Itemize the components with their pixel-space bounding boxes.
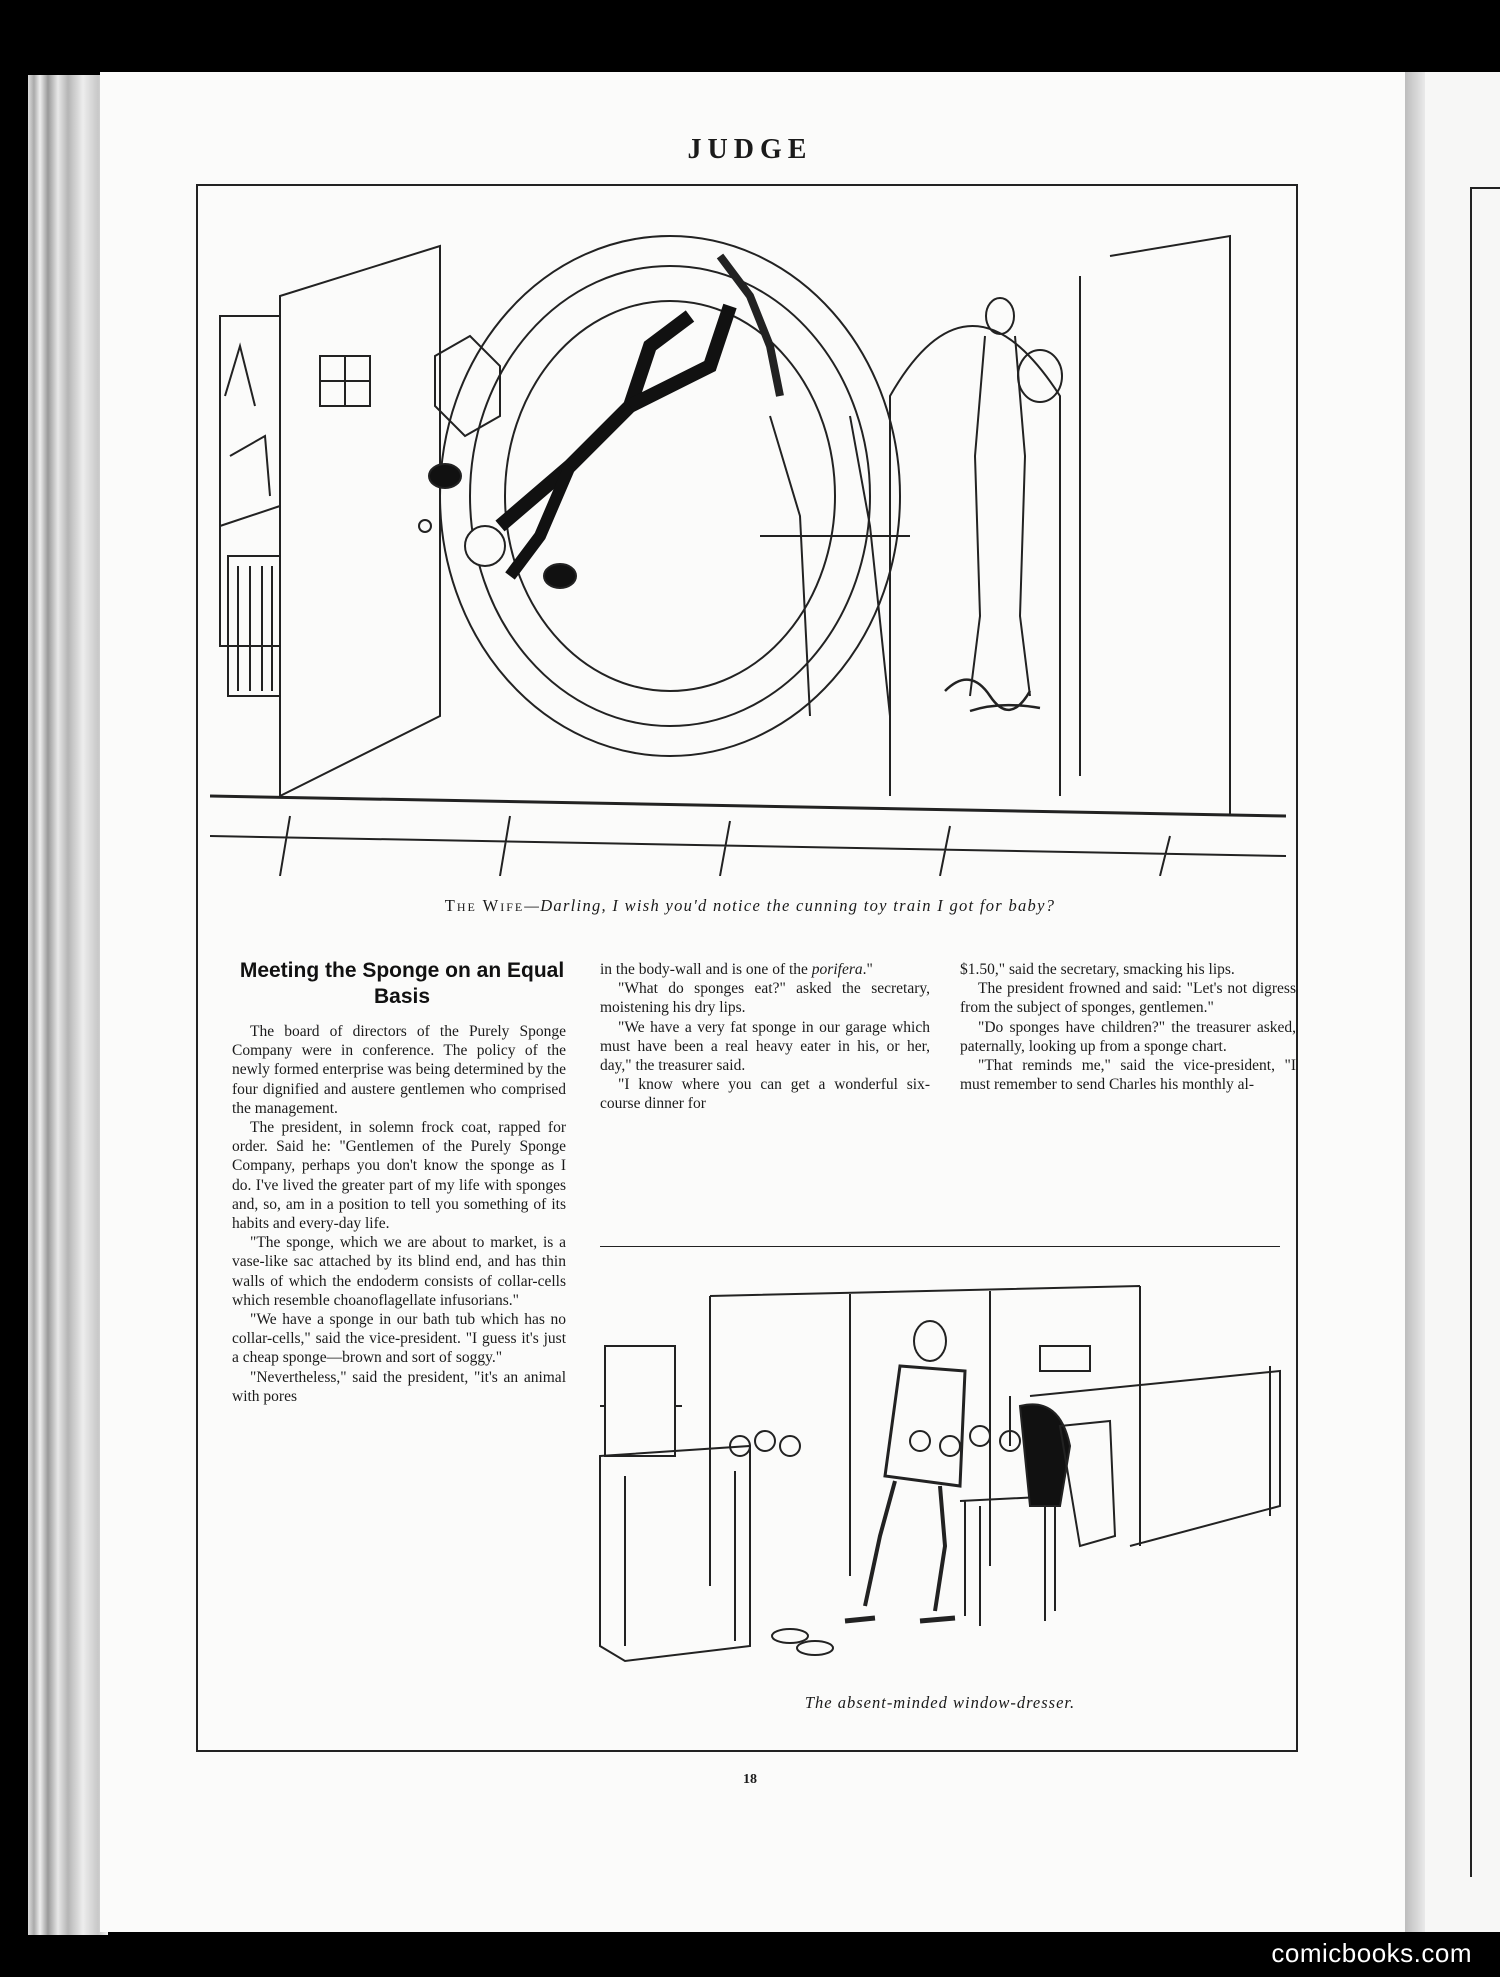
facing-page-rule xyxy=(1470,187,1472,1877)
article-paragraph: "The sponge, which we are about to market, is a vase-like sac attached by its blind end, and has thin walls of which the endoderm consists of collar-cells which resemble choanoflagellate infusorians." xyxy=(232,1234,566,1309)
article-paragraph: "Nevertheless," said the president, "it's an animal with pores xyxy=(232,1368,566,1405)
bottom-cartoon-caption: The absent-minded window-dresser. xyxy=(804,1693,1076,1712)
watermark: comicbooks.com xyxy=(1271,1938,1472,1968)
article-paragraph: "What do sponges eat?" asked the secretary, moistening his dry lips. xyxy=(600,980,930,1017)
article-paragraph: "That reminds me," said the vice-president, "I must remember to send Charles his monthly al- xyxy=(960,1057,1296,1094)
top-cartoon-caption xyxy=(200,896,1300,916)
masthead: JUDGE xyxy=(687,134,813,165)
top-cartoon xyxy=(210,196,1286,876)
article-paragraph: The board of directors of the Purely Sponge Company were in conference. The policy of the newly formed enterprise was being determined by the four dignified and austere gentlemen who comprised the management. xyxy=(232,1023,566,1117)
article-paragraph-continued xyxy=(600,960,930,979)
top-cartoon-drawing xyxy=(210,196,1286,876)
facing-page-edge xyxy=(1425,72,1500,1932)
article-headline: Meeting the Sponge on an Equal Basis xyxy=(239,959,565,1008)
article-column-2 xyxy=(600,960,930,1216)
article-paragraph: The president, in solemn frock coat, rapped for order. Said he: "Gentlemen of the Purely Sponge Company, perhaps you don't know the sponge as I do. I've lived the greater part of my life with sponges and, so, am in a position to tell you something of its habits and every-day life. xyxy=(232,1119,566,1233)
continued-text-end: ." xyxy=(862,961,873,978)
page-number: 18 xyxy=(743,1772,757,1787)
article-paragraph: "We have a sponge in our bath tub which has no collar-cells," said the vice-president. "I guess it's just a cheap sponge—brown and sort of soggy." xyxy=(232,1311,566,1367)
page-gutter xyxy=(1405,72,1425,1932)
book-page-edges xyxy=(28,75,108,1935)
article-column-3 xyxy=(960,960,1296,1216)
caption-speaker: The Wife xyxy=(444,896,525,915)
bottom-cartoon xyxy=(590,1246,1290,1682)
article-paragraph: "We have a very fat sponge in our garage which must have been a real heavy eater in his, or her, day," the treasurer said. xyxy=(600,1018,930,1075)
article-paragraph: "Do sponges have children?" the treasurer asked, paternally, looking up from a sponge chart. xyxy=(960,1018,1296,1055)
facing-page-rule-top xyxy=(1470,187,1500,189)
scan-border xyxy=(0,0,1500,70)
article-paragraph-continued: $1.50," said the secretary, smacking his lips. xyxy=(960,961,1235,978)
caption-dialogue: —Darling, I wish you'd notice the cunning toy train I got for baby? xyxy=(524,896,1056,915)
bottom-cartoon-drawing xyxy=(590,1246,1290,1682)
article-column-1 xyxy=(232,1022,566,1722)
continued-text: in the body-wall and is one of the xyxy=(600,961,812,978)
article-paragraph: The president frowned and said: "Let's not digress from the subject of sponges, gentlemen." xyxy=(960,980,1296,1017)
italic-term: porifera xyxy=(811,961,863,978)
article-paragraph: "I know where you can get a wonderful six-course dinner for xyxy=(600,1076,930,1113)
